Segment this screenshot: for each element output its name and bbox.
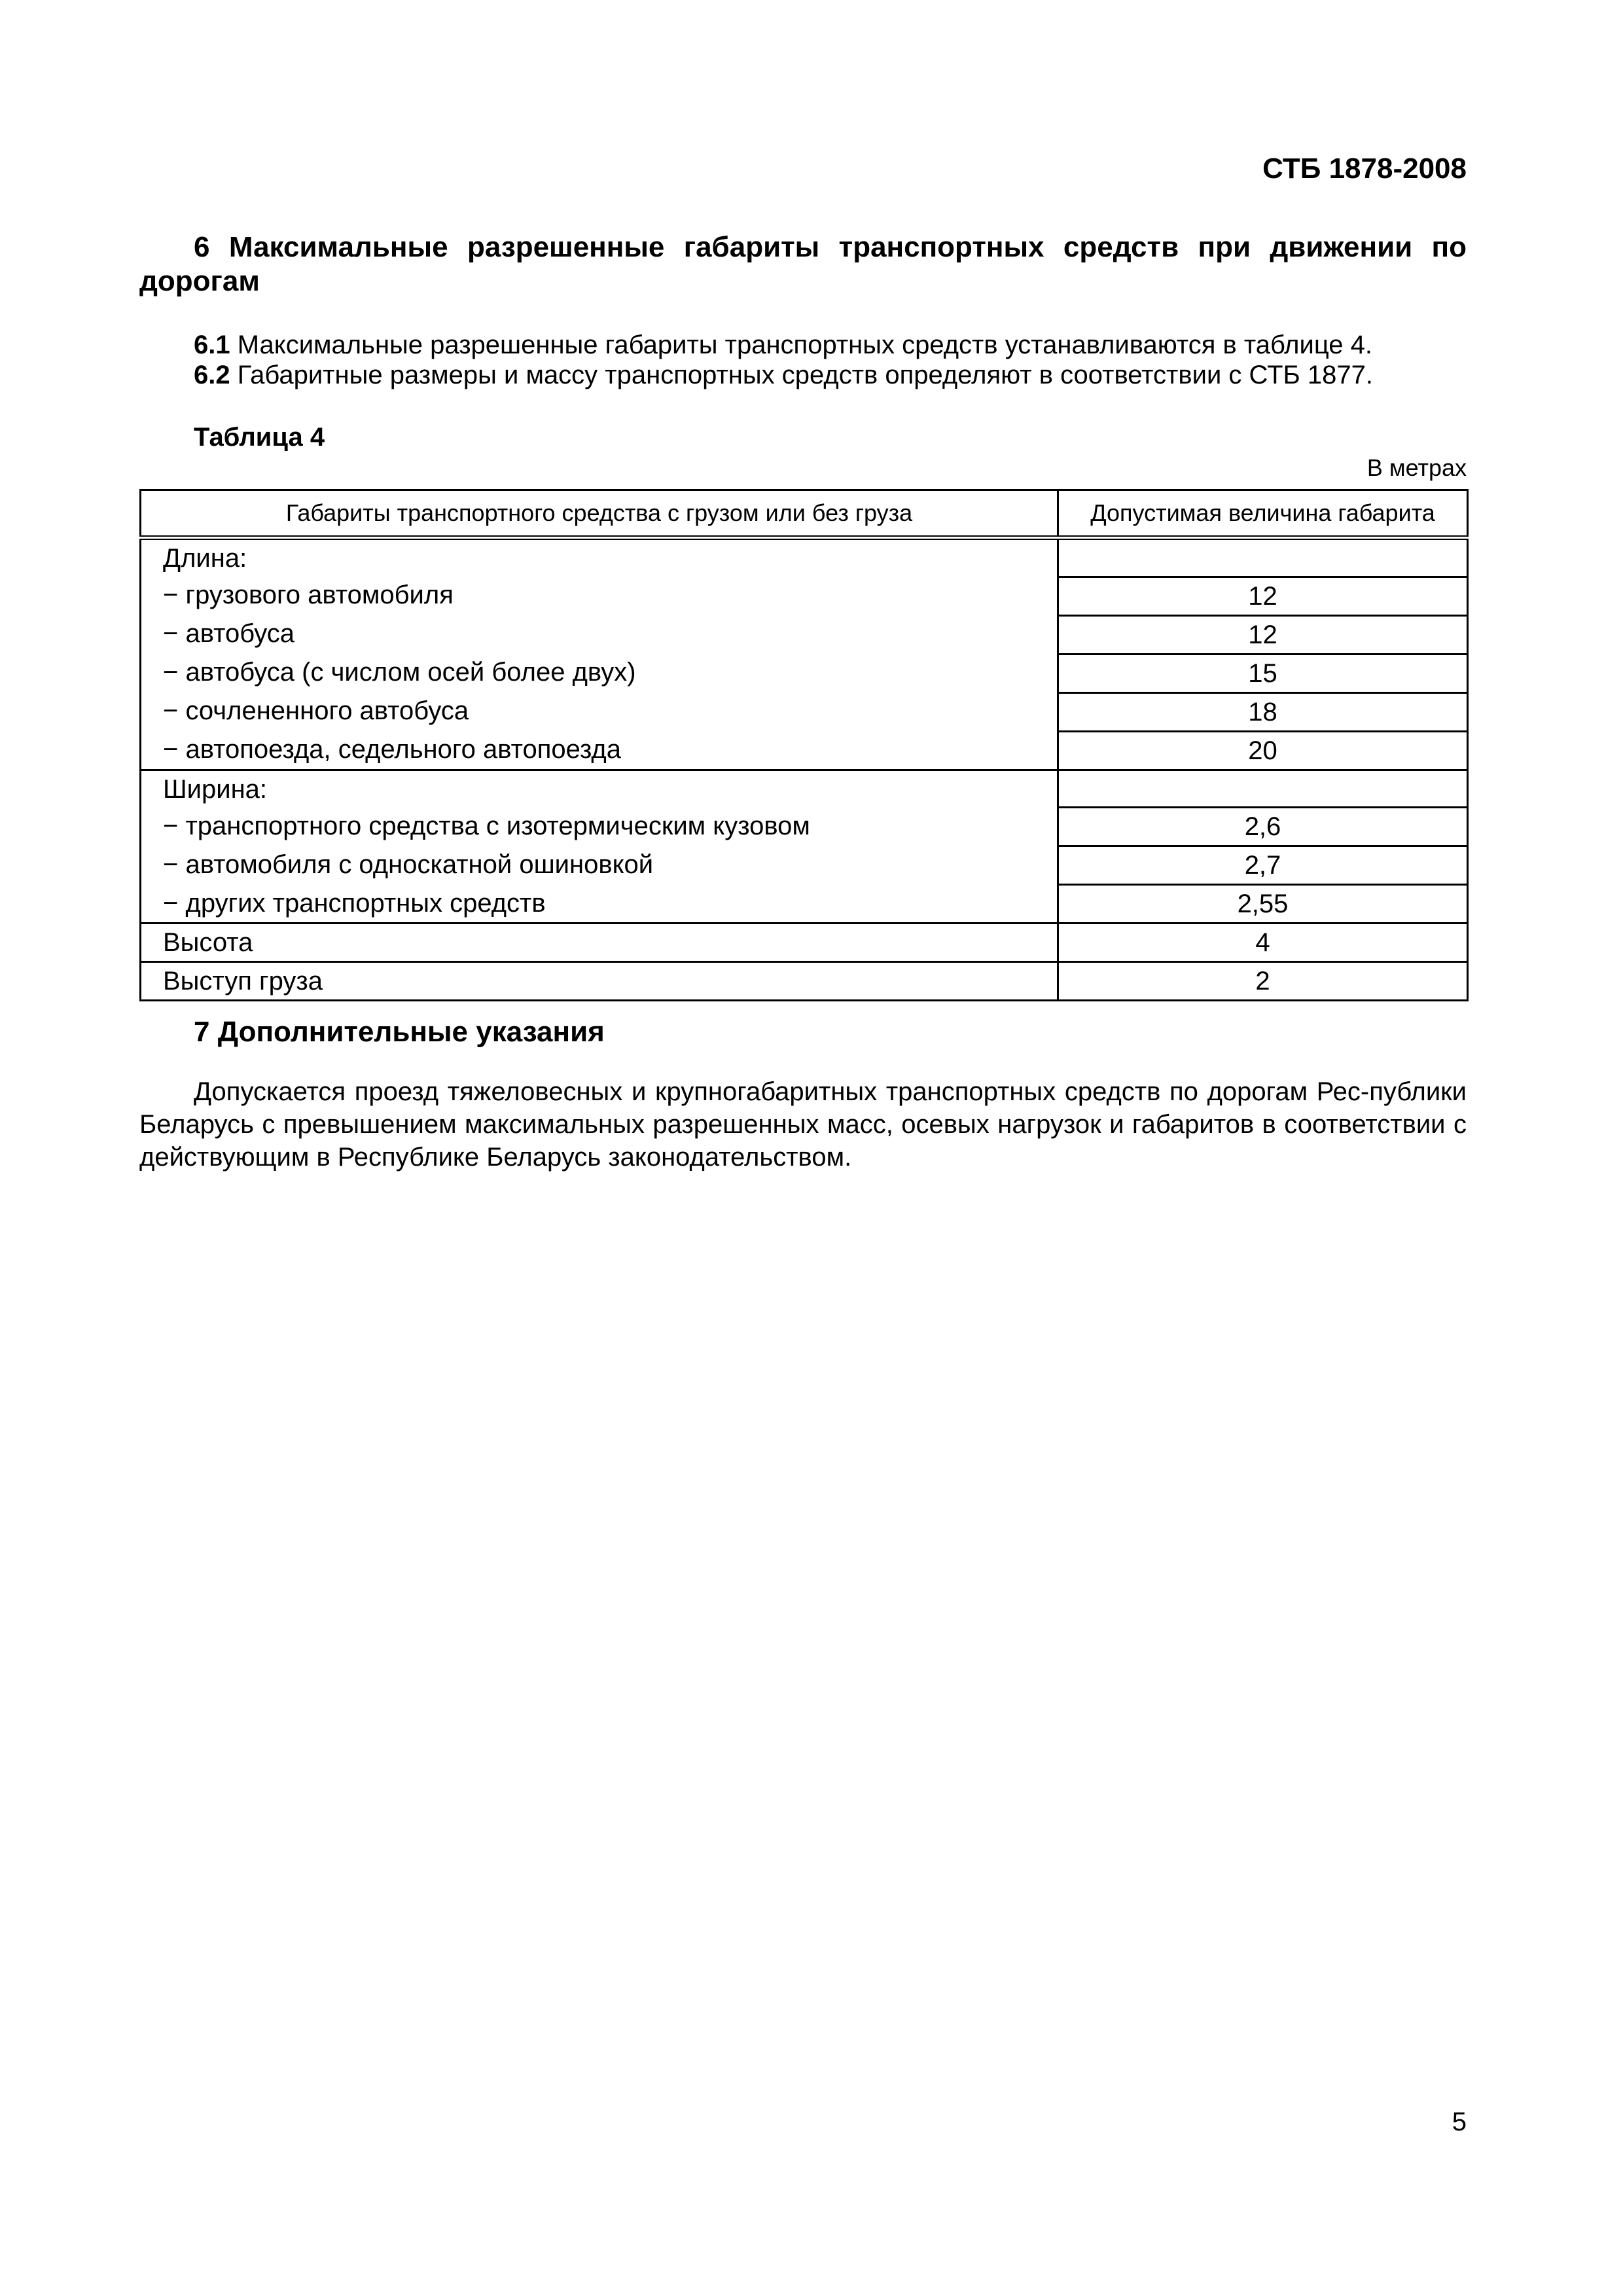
table-row [141,770,1468,808]
length-title: Длина: [141,538,1058,577]
header-dimension: Габариты транспортного средства с грузом или без груза [141,490,1058,538]
header-allowed-value: Допустимая величина габарита [1058,490,1468,538]
height-value: 4 [1058,924,1468,962]
width-row-label: − автомобиля с односкатной ошиновкой [141,846,1058,885]
table-row [141,615,1468,654]
table-row [141,731,1468,770]
length-row-label: − автопоезда, седельного автопоезда [141,731,1058,770]
units-note: В метрах [1366,454,1467,481]
section-6-number: 6 [194,231,210,263]
width-title: Ширина: [141,770,1058,808]
length-row-label: − автобуса (с числом осей более двух) [141,654,1058,692]
length-row-value: 12 [1058,577,1468,615]
overhang-label: Выступ груза [141,962,1058,1001]
length-row-label: − сочлененного автобуса [141,692,1058,731]
length-row-value: 12 [1058,615,1468,654]
table-row [141,885,1468,924]
table-row [141,924,1468,962]
table-caption: Таблица 4 [194,423,325,452]
length-row-value: 18 [1058,692,1468,731]
length-title-value [1058,538,1468,577]
paragraph-6-2-text: Габаритные размеры и массу транспортных средств определяют в соответствии с СТБ 1877. [237,361,1373,389]
table-row [141,577,1468,615]
section-7-heading: 7 Дополнительные указания [194,1016,605,1048]
width-row-label: − транспортного средства с изотермическим кузовом [141,808,1058,846]
length-row-label: − автобуса [141,615,1058,654]
dimensions-table-wrapper [139,489,1467,1001]
table-row [141,654,1468,692]
section-6-heading [139,230,1467,298]
page-number: 5 [1452,2108,1467,2136]
document-code: СТБ 1878-2008 [1262,152,1467,185]
paragraph-6-1-number: 6.1 [194,331,230,359]
length-row-label: − грузового автомобиля [141,577,1058,615]
section-6-title: Максимальные разрешенные габариты транспортных средств при движении по дорогам [139,231,1467,297]
table-row [141,808,1468,846]
width-row-value: 2,6 [1058,808,1468,846]
length-row-value: 20 [1058,731,1468,770]
height-label: Высота [141,924,1058,962]
table-row [141,538,1468,577]
paragraph-6-1-text: Максимальные разрешенные габариты транспортных средств устанавливаются в таблице 4. [237,331,1373,359]
table-header-row [141,490,1468,538]
table-row [141,962,1468,1001]
length-row-value: 15 [1058,654,1468,692]
width-title-value [1058,770,1468,808]
section-7-paragraph: Допускается проезд тяжеловесных и крупногабаритных транспортных средств по дорогам Рес-публики Беларусь с превышением максимальных разрешенных масс, осевых нагрузок и габаритов в соответствии с действующим в Республике Беларусь законодательством. [139,1077,1467,1172]
table-row [141,846,1468,885]
paragraph-6-2 [194,359,1373,391]
overhang-value: 2 [1058,962,1468,1001]
paragraph-6-1 [194,329,1372,361]
dimensions-table [139,489,1469,1001]
table-row [141,692,1468,731]
paragraph-6-2-number: 6.2 [194,361,230,389]
width-row-label: − других транспортных средств [141,885,1058,924]
width-row-value: 2,7 [1058,846,1468,885]
width-row-value: 2,55 [1058,885,1468,924]
